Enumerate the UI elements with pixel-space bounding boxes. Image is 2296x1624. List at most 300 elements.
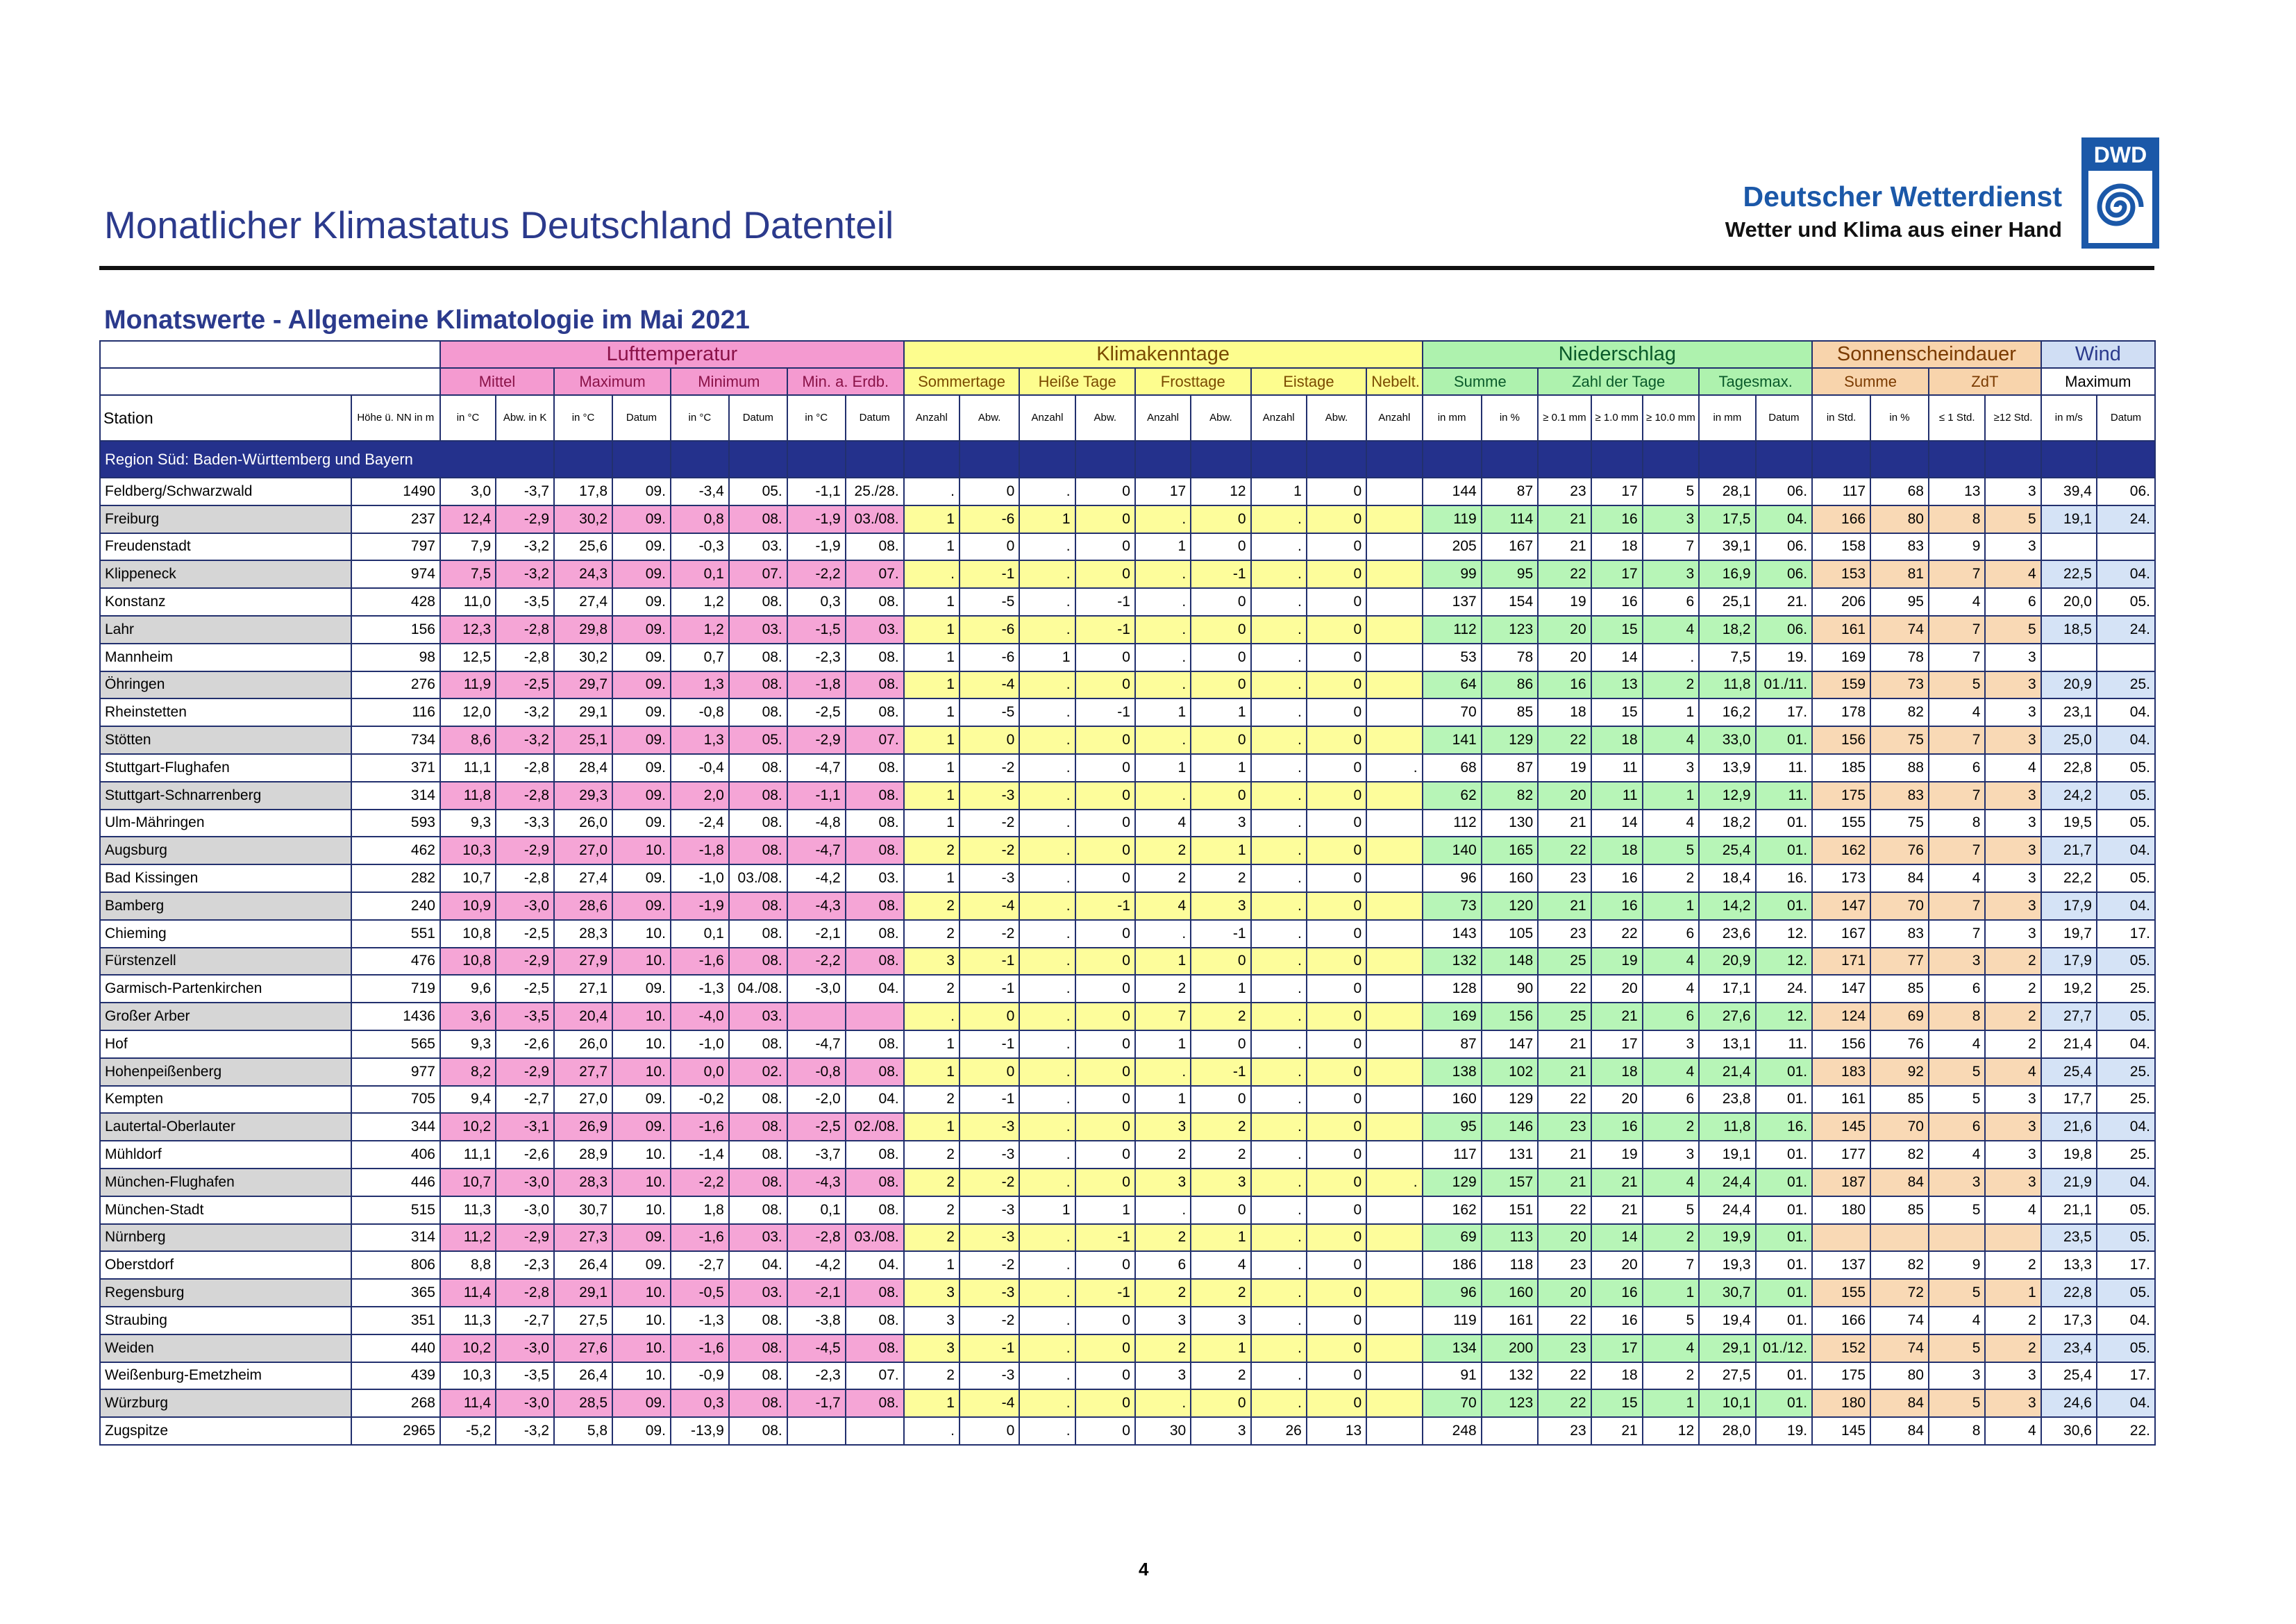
data-cell: 1 xyxy=(904,588,960,616)
data-cell: 04. xyxy=(2097,1169,2155,1196)
data-cell: 2 xyxy=(1135,1334,1191,1362)
data-cell: 23,4 xyxy=(2041,1334,2097,1362)
data-cell: 30,7 xyxy=(1699,1279,1755,1307)
data-cell: 161 xyxy=(1812,1086,1870,1114)
unit-header: Anzahl xyxy=(1251,395,1307,441)
data-cell: 23 xyxy=(1538,1113,1591,1141)
station-name: Stötten xyxy=(100,726,351,754)
region-bar-cell xyxy=(1538,441,1591,478)
data-cell: 173 xyxy=(1812,864,1870,892)
data-cell: -2,9 xyxy=(496,1058,554,1086)
data-cell: 18 xyxy=(1591,1362,1643,1390)
table-row xyxy=(100,810,2155,837)
unit-header: in m/s xyxy=(2041,395,2097,441)
data-cell xyxy=(2097,644,2155,671)
data-cell: 05. xyxy=(2097,754,2155,782)
data-cell: 26,4 xyxy=(554,1362,612,1390)
region-bar-cell xyxy=(729,441,787,478)
data-cell: . xyxy=(1135,560,1191,588)
data-cell xyxy=(1366,533,1422,561)
data-cell: -2,5 xyxy=(787,1113,846,1141)
data-cell: 22 xyxy=(1538,1196,1591,1224)
data-cell: -1 xyxy=(960,1030,1019,1058)
logo-name: Deutscher Wetterdienst xyxy=(1743,181,2062,212)
data-cell: 24,2 xyxy=(2041,782,2097,810)
data-cell: 0 xyxy=(1191,616,1250,644)
data-cell: 5 xyxy=(1643,1307,1699,1334)
data-cell: 7 xyxy=(1929,920,1985,948)
station-elevation: 240 xyxy=(351,892,440,920)
data-cell xyxy=(1366,1086,1422,1114)
data-cell: -2 xyxy=(960,920,1019,948)
data-cell: 130 xyxy=(1482,810,1538,837)
data-cell: 68 xyxy=(1870,478,1929,505)
data-cell: 23,6 xyxy=(1699,920,1755,948)
data-cell: 3 xyxy=(1643,560,1699,588)
data-cell: 3 xyxy=(1985,478,2041,505)
data-cell: . xyxy=(1251,1141,1307,1169)
data-cell: 04. xyxy=(2097,726,2155,754)
station-elevation: 371 xyxy=(351,754,440,782)
data-cell: 03./08. xyxy=(846,505,904,533)
data-cell: . xyxy=(1019,754,1075,782)
data-cell: 20,4 xyxy=(554,1003,612,1030)
data-cell: 16 xyxy=(1591,892,1643,920)
data-cell: 29,1 xyxy=(554,1279,612,1307)
unit-header: Anzahl xyxy=(1135,395,1191,441)
data-cell: 09. xyxy=(612,1113,671,1141)
data-cell: 19 xyxy=(1538,754,1591,782)
station-name: Mannheim xyxy=(100,644,351,671)
data-cell: 23 xyxy=(1538,864,1591,892)
data-cell: 1 xyxy=(904,671,960,699)
data-cell: 1 xyxy=(904,782,960,810)
data-cell: 10,7 xyxy=(440,1169,496,1196)
data-cell: 132 xyxy=(1482,1362,1538,1390)
data-cell: -3,5 xyxy=(496,1362,554,1390)
data-cell: 10. xyxy=(612,948,671,976)
data-cell: 03./08. xyxy=(846,1224,904,1252)
data-cell: 08. xyxy=(729,1362,787,1390)
data-cell: 13 xyxy=(1929,478,1985,505)
data-cell: 10. xyxy=(612,1196,671,1224)
data-cell: 5 xyxy=(1929,1389,1985,1417)
data-cell: 08. xyxy=(729,588,787,616)
data-cell: 82 xyxy=(1870,1141,1929,1169)
data-cell xyxy=(1366,644,1422,671)
data-cell: 29,8 xyxy=(554,616,612,644)
data-cell: . xyxy=(1019,837,1075,864)
data-cell: 7 xyxy=(1643,1251,1699,1279)
data-cell: 21 xyxy=(1538,505,1591,533)
station-elevation: 98 xyxy=(351,644,440,671)
table-row xyxy=(100,505,2155,533)
data-cell: 3 xyxy=(1135,1113,1191,1141)
column-subgroup-header: Min. a. Erdb. xyxy=(787,368,904,395)
data-cell: 18,4 xyxy=(1699,864,1755,892)
data-cell: 10. xyxy=(612,1058,671,1086)
data-cell: 0 xyxy=(1075,920,1135,948)
data-cell: 143 xyxy=(1423,920,1482,948)
station-elevation: 116 xyxy=(351,698,440,726)
data-cell: 0 xyxy=(1075,1251,1135,1279)
data-cell: 16,9 xyxy=(1699,560,1755,588)
data-cell: 95 xyxy=(1482,560,1538,588)
data-cell: . xyxy=(1019,1279,1075,1307)
data-cell: 0 xyxy=(960,726,1019,754)
data-cell: 08. xyxy=(729,1113,787,1141)
data-cell: -3,2 xyxy=(496,533,554,561)
data-cell: 24,4 xyxy=(1699,1196,1755,1224)
data-cell: 18,5 xyxy=(2041,616,2097,644)
data-cell: 27,0 xyxy=(554,837,612,864)
data-cell: 2 xyxy=(1985,1030,2041,1058)
data-cell: 0 xyxy=(1307,1030,1366,1058)
data-cell: 2 xyxy=(1135,1279,1191,1307)
data-cell: -2 xyxy=(960,837,1019,864)
data-cell: 167 xyxy=(1812,920,1870,948)
data-cell: 17. xyxy=(1756,698,1813,726)
data-cell: 25. xyxy=(2097,671,2155,699)
data-cell: 1 xyxy=(1985,1279,2041,1307)
data-cell: 5 xyxy=(1643,478,1699,505)
data-cell: 96 xyxy=(1423,1279,1482,1307)
data-cell: 4 xyxy=(1643,1058,1699,1086)
data-cell: 26,9 xyxy=(554,1113,612,1141)
data-cell: 24. xyxy=(1756,975,1813,1003)
data-cell: 03. xyxy=(846,864,904,892)
data-cell: 5 xyxy=(1929,1086,1985,1114)
data-cell: -4,5 xyxy=(787,1334,846,1362)
data-cell: 11,4 xyxy=(440,1389,496,1417)
data-cell: 24,6 xyxy=(2041,1389,2097,1417)
data-cell: 161 xyxy=(1812,616,1870,644)
data-cell: -1 xyxy=(1191,920,1250,948)
data-cell: -1,1 xyxy=(787,478,846,505)
data-cell: . xyxy=(1019,478,1075,505)
data-cell: -3,2 xyxy=(496,726,554,754)
region-bar-cell xyxy=(1756,441,1813,478)
data-cell: 70 xyxy=(1870,1113,1929,1141)
station-elevation: 439 xyxy=(351,1362,440,1390)
data-cell: 3 xyxy=(1929,1362,1985,1390)
data-cell: 85 xyxy=(1870,1086,1929,1114)
data-cell: 0 xyxy=(1075,1141,1135,1169)
data-cell: 8 xyxy=(1929,505,1985,533)
data-cell: 0 xyxy=(1075,671,1135,699)
data-cell: 102 xyxy=(1482,1058,1538,1086)
data-cell: 03. xyxy=(729,533,787,561)
data-cell: -1 xyxy=(1075,588,1135,616)
data-cell: 159 xyxy=(1812,671,1870,699)
data-cell: 70 xyxy=(1870,892,1929,920)
dwd-spiral-logo-icon xyxy=(2081,137,2159,249)
data-cell: 78 xyxy=(1482,644,1538,671)
data-cell: 17. xyxy=(2097,920,2155,948)
data-cell: 3 xyxy=(904,1307,960,1334)
data-cell xyxy=(1366,864,1422,892)
table-row xyxy=(100,698,2155,726)
data-cell: 09. xyxy=(612,1086,671,1114)
data-cell: -3,5 xyxy=(496,1003,554,1030)
unit-header: Datum xyxy=(2097,395,2155,441)
data-cell: 05. xyxy=(2097,1224,2155,1252)
data-cell: -5 xyxy=(960,698,1019,726)
station-elevation: 365 xyxy=(351,1279,440,1307)
data-cell: 01. xyxy=(1756,1058,1813,1086)
logo-abbr: DWD xyxy=(2093,142,2147,167)
data-cell: 156 xyxy=(1812,726,1870,754)
data-cell: 19,1 xyxy=(2041,505,2097,533)
data-cell: 25. xyxy=(2097,1141,2155,1169)
data-cell: -3,2 xyxy=(496,560,554,588)
data-cell: 01. xyxy=(1756,1307,1813,1334)
data-cell: 4 xyxy=(1929,698,1985,726)
data-cell: 30,7 xyxy=(554,1196,612,1224)
data-cell: -2 xyxy=(960,1169,1019,1196)
data-cell: 08. xyxy=(846,1279,904,1307)
data-cell: 177 xyxy=(1812,1141,1870,1169)
data-cell: 87 xyxy=(1482,478,1538,505)
data-cell: 1 xyxy=(1135,948,1191,976)
data-cell: 02. xyxy=(729,1058,787,1086)
data-cell: 4 xyxy=(1985,1058,2041,1086)
data-cell: -2,8 xyxy=(496,782,554,810)
data-cell: -4 xyxy=(960,671,1019,699)
data-cell: 3 xyxy=(904,948,960,976)
data-cell: . xyxy=(1251,726,1307,754)
data-cell: 08. xyxy=(846,1389,904,1417)
data-cell: 0 xyxy=(1075,1362,1135,1390)
station-elevation: 237 xyxy=(351,505,440,533)
data-cell: -2,5 xyxy=(496,671,554,699)
data-cell: 1 xyxy=(1019,505,1075,533)
data-cell: 04. xyxy=(2097,1030,2155,1058)
data-cell xyxy=(1366,671,1422,699)
data-cell: 08. xyxy=(846,1030,904,1058)
station-name: Stuttgart-Flughafen xyxy=(100,754,351,782)
data-cell: 11,8 xyxy=(440,782,496,810)
unit-header: ≤ 1 Std. xyxy=(1929,395,1985,441)
data-cell: 08. xyxy=(729,644,787,671)
data-cell: . xyxy=(1135,588,1191,616)
station-elevation: 268 xyxy=(351,1389,440,1417)
data-cell: -2,5 xyxy=(787,698,846,726)
data-cell: -1,8 xyxy=(671,837,729,864)
table-row xyxy=(100,1141,2155,1169)
data-cell: 169 xyxy=(1423,1003,1482,1030)
station-elevation: 156 xyxy=(351,616,440,644)
data-cell: 185 xyxy=(1812,754,1870,782)
column-subgroup-header: Summe xyxy=(1812,368,1929,395)
data-cell: 5 xyxy=(1643,837,1699,864)
table-row xyxy=(100,1086,2155,1114)
data-cell: -0,4 xyxy=(671,754,729,782)
data-cell: 84 xyxy=(1870,1389,1929,1417)
data-cell: 4 xyxy=(1985,1196,2041,1224)
data-cell: 12,0 xyxy=(440,698,496,726)
data-cell: 180 xyxy=(1812,1196,1870,1224)
data-cell: -1 xyxy=(1075,892,1135,920)
data-cell xyxy=(1366,560,1422,588)
data-cell: -1,6 xyxy=(671,948,729,976)
data-cell: 2 xyxy=(1135,837,1191,864)
data-cell: 26,0 xyxy=(554,1030,612,1058)
station-elevation: 797 xyxy=(351,533,440,561)
data-cell: 09. xyxy=(612,1389,671,1417)
data-cell: -2,8 xyxy=(496,644,554,671)
data-cell: 09. xyxy=(612,892,671,920)
data-cell: 22 xyxy=(1538,1086,1591,1114)
data-cell: 12. xyxy=(1756,920,1813,948)
data-cell: 22,8 xyxy=(2041,754,2097,782)
data-cell: 2 xyxy=(1135,1141,1191,1169)
data-cell: -1,4 xyxy=(671,1141,729,1169)
data-cell: 27,7 xyxy=(554,1058,612,1086)
data-cell: . xyxy=(1135,644,1191,671)
data-cell: 29,1 xyxy=(1699,1334,1755,1362)
data-cell: 4 xyxy=(1929,1307,1985,1334)
data-cell: 26 xyxy=(1251,1417,1307,1445)
column-subgroup-header: Nebelt. xyxy=(1366,368,1422,395)
data-cell: 14 xyxy=(1591,810,1643,837)
data-cell: 2 xyxy=(1985,1334,2041,1362)
data-cell: . xyxy=(1019,1030,1075,1058)
data-cell: 6 xyxy=(1643,588,1699,616)
data-cell: 05. xyxy=(2097,1003,2155,1030)
column-group-header: Niederschlag xyxy=(1423,341,1813,368)
data-cell: 205 xyxy=(1423,533,1482,561)
data-cell: -4,7 xyxy=(787,1030,846,1058)
data-cell: 0 xyxy=(1307,1362,1366,1390)
station-elevation: 351 xyxy=(351,1307,440,1334)
data-cell: -4 xyxy=(960,892,1019,920)
data-cell: 08. xyxy=(846,948,904,976)
data-cell: 0 xyxy=(1075,1003,1135,1030)
region-bar-cell xyxy=(2041,441,2097,478)
data-cell: 20,9 xyxy=(1699,948,1755,976)
data-cell: 5 xyxy=(1929,1196,1985,1224)
data-cell: 0 xyxy=(1307,505,1366,533)
data-cell: -4,8 xyxy=(787,810,846,837)
unit-header: Abw. xyxy=(960,395,1019,441)
data-cell: 24. xyxy=(2097,505,2155,533)
data-cell: 17,1 xyxy=(1699,975,1755,1003)
data-cell: 09. xyxy=(612,726,671,754)
region-bar-cell xyxy=(1191,441,1250,478)
data-cell: 4 xyxy=(1191,1251,1250,1279)
data-cell: 12,9 xyxy=(1699,782,1755,810)
data-cell: . xyxy=(1251,616,1307,644)
data-cell: 3 xyxy=(1643,1030,1699,1058)
data-cell: 80 xyxy=(1870,1362,1929,1390)
data-cell: 0,3 xyxy=(671,1389,729,1417)
data-cell: 06. xyxy=(1756,560,1813,588)
data-cell: 08. xyxy=(729,1141,787,1169)
header-blank xyxy=(100,341,440,368)
data-cell: 33,0 xyxy=(1699,726,1755,754)
data-cell xyxy=(1366,782,1422,810)
data-cell: 0,3 xyxy=(787,588,846,616)
station-elevation: 974 xyxy=(351,560,440,588)
data-cell: 154 xyxy=(1482,588,1538,616)
data-cell: 09. xyxy=(612,864,671,892)
data-cell: 0 xyxy=(1075,1030,1135,1058)
data-cell: 25,4 xyxy=(2041,1058,2097,1086)
data-cell: 10. xyxy=(612,920,671,948)
region-bar-cell xyxy=(960,441,1019,478)
data-cell: 1 xyxy=(904,864,960,892)
station-elevation: 719 xyxy=(351,975,440,1003)
data-cell: 08. xyxy=(846,588,904,616)
data-cell: 72 xyxy=(1870,1279,1929,1307)
data-cell: -2,9 xyxy=(496,837,554,864)
station-elevation: 428 xyxy=(351,588,440,616)
data-cell: 2 xyxy=(1191,1141,1250,1169)
data-cell: 20,0 xyxy=(2041,588,2097,616)
data-cell: 21 xyxy=(1538,892,1591,920)
data-cell: 70 xyxy=(1423,698,1482,726)
data-cell: 9,6 xyxy=(440,975,496,1003)
data-cell: . xyxy=(1135,1389,1191,1417)
data-cell: 2 xyxy=(904,1224,960,1252)
column-group-header: Wind xyxy=(2041,341,2155,368)
data-cell: 07. xyxy=(729,560,787,588)
data-cell: 18 xyxy=(1591,726,1643,754)
data-cell: 0 xyxy=(1307,1169,1366,1196)
data-cell: 21,7 xyxy=(2041,837,2097,864)
data-cell: 21 xyxy=(1538,1141,1591,1169)
data-cell xyxy=(1366,810,1422,837)
data-cell: 69 xyxy=(1870,1003,1929,1030)
unit-header: in °C xyxy=(440,395,496,441)
data-cell: 5 xyxy=(1929,1058,1985,1086)
data-cell: 0 xyxy=(1191,1389,1250,1417)
data-cell xyxy=(846,1003,904,1030)
data-cell: 8,2 xyxy=(440,1058,496,1086)
data-cell: 171 xyxy=(1812,948,1870,976)
data-cell: 08. xyxy=(846,754,904,782)
data-cell: -2,9 xyxy=(787,726,846,754)
data-cell: -1 xyxy=(960,948,1019,976)
data-cell: 3 xyxy=(1985,533,2041,561)
data-cell: 11 xyxy=(1591,782,1643,810)
data-cell xyxy=(1366,505,1422,533)
data-cell: -4,0 xyxy=(671,1003,729,1030)
data-cell: 4 xyxy=(1929,1030,1985,1058)
region-bar-cell xyxy=(1482,441,1538,478)
data-cell: -3,0 xyxy=(496,892,554,920)
station-name: Augsburg xyxy=(100,837,351,864)
data-cell: 18 xyxy=(1538,698,1591,726)
header-unit-row xyxy=(100,395,2155,441)
unit-header: in Std. xyxy=(1812,395,1870,441)
data-cell: -2,7 xyxy=(671,1251,729,1279)
data-cell xyxy=(1366,1030,1422,1058)
data-cell: -1,9 xyxy=(787,533,846,561)
data-cell: . xyxy=(1251,782,1307,810)
data-cell: 05. xyxy=(2097,1334,2155,1362)
data-cell xyxy=(1366,837,1422,864)
data-cell: 5,8 xyxy=(554,1417,612,1445)
data-cell: 155 xyxy=(1812,1279,1870,1307)
data-cell: 10. xyxy=(612,1307,671,1334)
data-cell: 3 xyxy=(1929,948,1985,976)
data-cell: 1 xyxy=(1019,644,1075,671)
data-cell: 0 xyxy=(1191,726,1250,754)
data-cell: . xyxy=(904,1417,960,1445)
data-cell: 95 xyxy=(1423,1113,1482,1141)
